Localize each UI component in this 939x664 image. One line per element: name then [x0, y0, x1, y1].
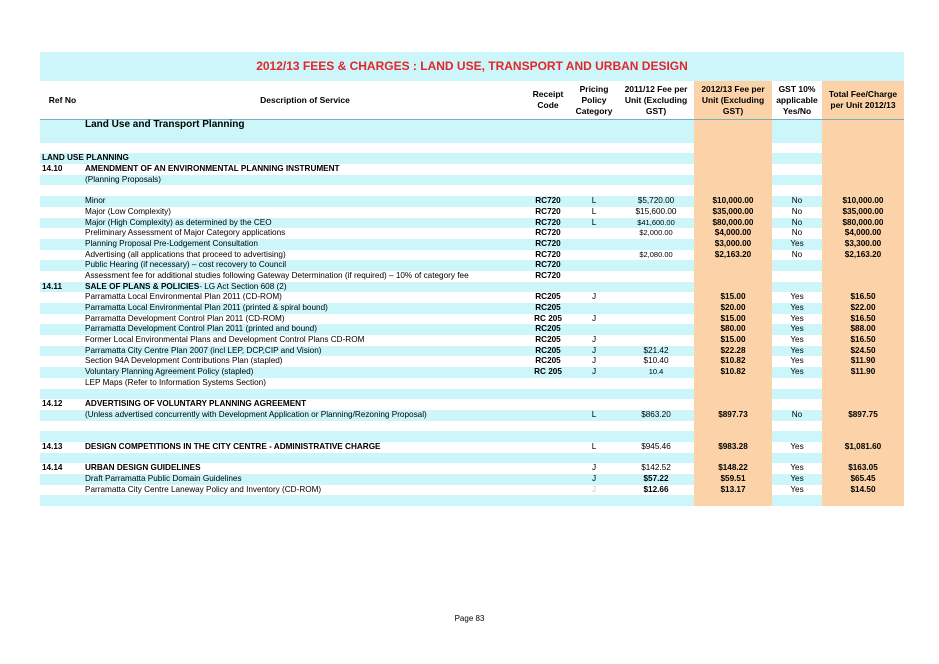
- table-row: [40, 218, 904, 229]
- table-row: [40, 120, 904, 132]
- fee-cell-bg: [694, 378, 772, 389]
- table-row: [40, 185, 904, 196]
- total-fee: $11.90: [850, 356, 876, 366]
- pricing-category: J: [591, 356, 597, 366]
- header-prev-fee: 2011/12 Fee per Unit (Excluding GST): [624, 83, 688, 116]
- table-row: [40, 153, 904, 164]
- service-description: Parramatta City Centre Laneway Policy and Inventory (CD-ROM): [85, 484, 322, 494]
- service-description: LEP Maps (Refer to Information Systems Section): [85, 377, 266, 387]
- gst-cell-bg: [772, 120, 822, 132]
- pricing-category: L: [591, 217, 597, 227]
- service-description: URBAN DESIGN GUIDELINES: [85, 463, 201, 473]
- gst-applicable: Yes: [790, 463, 804, 473]
- ref-no: 14.14: [42, 463, 63, 473]
- receipt-code: RC205: [535, 335, 561, 345]
- table-row: [40, 292, 904, 303]
- prev-fee: $945.46: [641, 441, 671, 451]
- receipt-code: RC205: [535, 324, 561, 334]
- fee-cell-bg: [694, 260, 772, 271]
- service-description: SALE OF PLANS & POLICIES- LG Act Section 608 (2): [85, 281, 287, 291]
- total-cell-bg: [822, 164, 904, 175]
- service-description: Parramatta Local Environmental Plan 2011 (CD-ROM): [85, 292, 282, 302]
- fee-2012-13: $148.22: [718, 463, 748, 473]
- fee-cell-bg: [694, 164, 772, 175]
- ref-no: 14.12: [42, 399, 63, 409]
- receipt-code: RC720: [535, 238, 561, 248]
- total-cell-bg: [822, 421, 904, 432]
- receipt-code: RC720: [535, 270, 561, 280]
- prev-fee: $5,720.00: [637, 196, 675, 206]
- total-fee: $4,000.00: [844, 228, 882, 238]
- table-row: [40, 164, 904, 175]
- receipt-code: RC720: [535, 228, 561, 238]
- table-row: [40, 239, 904, 250]
- gst-applicable: Yes: [790, 313, 804, 323]
- total-cell-bg: [822, 378, 904, 389]
- gst-cell-bg: [772, 431, 822, 442]
- receipt-code: RC720: [535, 206, 561, 216]
- table-row: [40, 421, 904, 432]
- gst-cell-bg: [772, 271, 822, 282]
- fee-2012-13: $10,000.00: [712, 196, 754, 206]
- total-fee: $80,000.00: [842, 217, 884, 227]
- total-fee: $1,081.60: [844, 441, 882, 451]
- receipt-code: RC 205: [534, 313, 562, 323]
- gst-applicable: Yes: [790, 367, 804, 377]
- gst-cell-bg: [772, 153, 822, 164]
- total-cell-bg: [822, 132, 904, 143]
- gst-applicable: Yes: [790, 474, 804, 483]
- gst-applicable: Yes: [790, 356, 804, 366]
- table-row: [40, 282, 904, 293]
- total-fee: $10,000.00: [842, 196, 884, 206]
- table-row: [40, 410, 904, 421]
- prev-fee: $863.20: [641, 409, 671, 419]
- table-row: [40, 260, 904, 271]
- ref-no: 14.10: [42, 164, 63, 174]
- header-receipt: Receipt Code: [532, 89, 564, 110]
- service-description: Major (Low Complexity): [85, 206, 171, 216]
- table-row: [40, 399, 904, 410]
- fee-cell-bg: [694, 495, 772, 506]
- service-description: Major (High Complexity) as determined by the CEO: [85, 217, 272, 227]
- header-total: Total Fee/Charge per Unit 2012/13: [822, 81, 904, 119]
- fee-2012-13: $10.82: [720, 356, 746, 366]
- gst-cell-bg: [772, 185, 822, 196]
- total-cell-bg: [822, 153, 904, 164]
- pricing-category: L: [591, 196, 597, 206]
- fee-cell-bg: [694, 185, 772, 196]
- table-row: [40, 132, 904, 143]
- service-description: Parramatta Development Control Plan 2011 (CD-ROM): [85, 313, 285, 323]
- receipt-code: RC205: [535, 356, 561, 366]
- table-row: [40, 367, 904, 378]
- table-row: [40, 346, 904, 357]
- total-fee: $35,000.00: [842, 206, 884, 216]
- prev-fee: $57.22: [643, 474, 669, 483]
- fee-2012-13: $80.00: [720, 324, 746, 334]
- total-fee: $16.50: [850, 292, 876, 302]
- page-number: Page 83: [454, 614, 485, 623]
- header-description: Description of Service: [260, 94, 350, 105]
- gst-cell-bg: [772, 495, 822, 506]
- gst-cell-bg: [772, 421, 822, 432]
- service-description: DESIGN COMPETITIONS IN THE CITY CENTRE - ADMINISTRATIVE CHARGE: [85, 441, 381, 451]
- gst-cell-bg: [772, 260, 822, 271]
- gst-applicable: Yes: [790, 238, 804, 248]
- pricing-category: J: [591, 345, 597, 355]
- table-header: [40, 81, 904, 120]
- prev-fee: $142.52: [641, 463, 671, 473]
- service-description: ADVERTISING OF VOLUNTARY PLANNING AGREEMENT: [85, 399, 307, 409]
- receipt-code: RC720: [535, 260, 561, 270]
- service-description: Former Local Environmental Plans and Development Control Plans CD-ROM: [85, 335, 365, 345]
- prev-fee: $10.40: [643, 356, 669, 366]
- total-cell-bg: [822, 120, 904, 132]
- total-fee: $2,163.20: [844, 249, 882, 259]
- fee-cell-bg: [694, 282, 772, 293]
- fee-2012-13: $13.17: [720, 484, 746, 494]
- total-fee: $88.00: [850, 324, 876, 334]
- fee-2012-13: $10.82: [720, 367, 746, 377]
- gst-applicable: Yes: [790, 335, 804, 345]
- table-row: [40, 271, 904, 282]
- pricing-category: J: [591, 292, 597, 302]
- service-description: Preliminary Assessment of Major Category applications: [85, 228, 286, 238]
- fee-2012-13: $983.28: [718, 441, 748, 451]
- pricing-category: J: [591, 463, 597, 473]
- gst-applicable: Yes: [790, 324, 804, 334]
- table-row: [40, 143, 904, 154]
- ref-no: 14.11: [42, 281, 63, 291]
- description-suffix: - LG Act Section 608 (2): [199, 281, 287, 291]
- service-description: Draft Parramatta Public Domain Guidelines: [85, 474, 242, 483]
- table-row: [40, 175, 904, 186]
- gst-applicable: Yes: [790, 484, 804, 494]
- fee-cell-bg: [694, 175, 772, 186]
- total-fee: $897.75: [848, 409, 878, 419]
- total-cell-bg: [822, 175, 904, 186]
- pricing-category: J: [591, 367, 597, 377]
- fee-2012-13: $4,000.00: [714, 228, 752, 238]
- pricing-category: J: [591, 474, 597, 483]
- total-cell-bg: [822, 453, 904, 464]
- table-row: [40, 442, 904, 453]
- gst-cell-bg: [772, 453, 822, 464]
- service-description: Assessment fee for additional studies following Gateway Determination (if required) – 10% of category fee: [85, 270, 469, 280]
- prev-fee: $2,080.00: [639, 249, 673, 259]
- receipt-code: RC720: [535, 196, 561, 206]
- header-ref: Ref No: [48, 94, 77, 105]
- total-fee: $14.50: [850, 484, 876, 494]
- receipt-code: RC720: [535, 217, 561, 227]
- service-description: Voluntary Planning Agreement Policy (stapled): [85, 367, 254, 377]
- fee-cell-bg: [694, 120, 772, 132]
- ref-no: LAND USE PLANNING: [42, 153, 129, 163]
- receipt-code: RC 205: [534, 367, 562, 377]
- fee-cell-bg: [694, 271, 772, 282]
- fee-2012-13: $20.00: [720, 303, 746, 312]
- total-fee: $163.05: [848, 463, 878, 473]
- gst-applicable: No: [791, 196, 803, 206]
- fee-2012-13: $35,000.00: [712, 206, 754, 216]
- pricing-category: L: [591, 409, 597, 419]
- service-description: Advertising (all applications that proceed to advertising): [85, 249, 286, 259]
- total-cell-bg: [822, 282, 904, 293]
- table-body: [40, 120, 904, 506]
- table-row: [40, 196, 904, 207]
- gst-applicable: Yes: [790, 303, 804, 312]
- pricing-category: J: [591, 313, 597, 323]
- total-cell-bg: [822, 495, 904, 506]
- total-cell-bg: [822, 143, 904, 154]
- gst-applicable: No: [791, 206, 803, 216]
- table-row: [40, 250, 904, 261]
- total-fee: $22.00: [850, 303, 876, 312]
- pricing-category: J: [591, 484, 597, 494]
- receipt-code: RC205: [535, 303, 561, 312]
- table-row: [40, 324, 904, 335]
- receipt-code: RC205: [535, 345, 561, 355]
- prev-fee: $21.42: [643, 345, 669, 355]
- total-fee: $11.90: [850, 367, 876, 377]
- gst-applicable: No: [791, 409, 803, 419]
- page-title: 2012/13 FEES & CHARGES : LAND USE, TRANSPORT AND URBAN DESIGN: [40, 52, 904, 81]
- fee-2012-13: $3,000.00: [714, 238, 752, 248]
- fee-2012-13: $59.51: [720, 474, 746, 483]
- fee-2012-13: $15.00: [720, 335, 746, 345]
- prev-fee: $41,600.00: [637, 217, 675, 227]
- service-description: Parramatta City Centre Plan 2007 (incl LEP, DCP,CIP and Vision): [85, 345, 322, 355]
- gst-cell-bg: [772, 143, 822, 154]
- total-cell-bg: [822, 271, 904, 282]
- gst-cell-bg: [772, 378, 822, 389]
- total-fee: $3,300.00: [844, 238, 882, 248]
- pricing-category: J: [591, 335, 597, 345]
- receipt-code: RC720: [535, 249, 561, 259]
- table-row: [40, 485, 904, 496]
- gst-cell-bg: [772, 175, 822, 186]
- total-cell-bg: [822, 260, 904, 271]
- service-description: AMENDMENT OF AN ENVIRONMENTAL PLANNING INSTRUMENT: [85, 164, 340, 174]
- gst-applicable: No: [791, 217, 803, 227]
- table-row: [40, 356, 904, 367]
- table-row: [40, 453, 904, 464]
- table-row: [40, 335, 904, 346]
- fee-2012-13: $80,000.00: [712, 217, 754, 227]
- header-pricing: Pricing Policy Category: [575, 83, 613, 116]
- fee-cell-bg: [694, 153, 772, 164]
- table-row: [40, 463, 904, 474]
- fees-table: [40, 52, 904, 506]
- service-description: Parramatta Local Environmental Plan 2011 (printed & spiral bound): [85, 303, 328, 312]
- table-row: [40, 495, 904, 506]
- total-cell-bg: [822, 389, 904, 400]
- table-row: [40, 228, 904, 239]
- pricing-category: L: [591, 441, 597, 451]
- gst-cell-bg: [772, 164, 822, 175]
- fee-2012-13: $22.28: [720, 345, 746, 355]
- service-description: Public Hearing (if necessary) – cost recovery to Council: [85, 260, 287, 270]
- service-description: Planning Proposal Pre-Lodgement Consultation: [85, 238, 258, 248]
- total-cell-bg: [822, 399, 904, 410]
- header-gst: GST 10% applicable Yes/No: [776, 83, 818, 116]
- fee-2012-13: $15.00: [720, 292, 746, 302]
- fee-2012-13: $15.00: [720, 313, 746, 323]
- prev-fee: $12.66: [643, 484, 669, 494]
- prev-fee: 10.4: [648, 367, 664, 377]
- total-fee: $24.50: [850, 345, 876, 355]
- header-fee: 2012/13 Fee per Unit (Excluding GST): [694, 81, 772, 119]
- total-fee: $16.50: [850, 313, 876, 323]
- fee-cell-bg: [694, 431, 772, 442]
- table-row: [40, 389, 904, 400]
- service-description: (Planning Proposals): [85, 174, 162, 184]
- gst-applicable: Yes: [790, 441, 804, 451]
- fee-cell-bg: [694, 389, 772, 400]
- table-row: [40, 378, 904, 389]
- pricing-category: L: [591, 206, 597, 216]
- service-description: (Unless advertised concurrently with Development Application or Planning/Rezoning Proposal): [85, 409, 427, 419]
- fee-2012-13: $897.73: [718, 409, 748, 419]
- gst-cell-bg: [772, 132, 822, 143]
- table-row: [40, 314, 904, 325]
- total-fee: $16.50: [850, 335, 876, 345]
- fee-cell-bg: [694, 453, 772, 464]
- receipt-code: RC205: [535, 292, 561, 302]
- total-fee: $65.45: [850, 474, 876, 483]
- fee-cell-bg: [694, 132, 772, 143]
- prev-fee: $2,000.00: [639, 228, 673, 238]
- table-row: [40, 431, 904, 442]
- total-cell-bg: [822, 431, 904, 442]
- gst-cell-bg: [772, 389, 822, 400]
- fee-cell-bg: [694, 399, 772, 410]
- service-description: Section 94A Development Contributions Plan (stapled): [85, 356, 283, 366]
- gst-applicable: No: [791, 249, 803, 259]
- service-description: Parramatta Development Control Plan 2011 (printed and bound): [85, 324, 317, 334]
- table-row: [40, 207, 904, 218]
- service-description: Minor: [85, 196, 106, 206]
- prev-fee: $15,600.00: [635, 206, 677, 216]
- table-row: [40, 303, 904, 314]
- gst-cell-bg: [772, 399, 822, 410]
- fee-2012-13: $2,163.20: [714, 249, 752, 259]
- gst-cell-bg: [772, 282, 822, 293]
- gst-applicable: No: [791, 228, 803, 238]
- total-cell-bg: [822, 185, 904, 196]
- fee-cell-bg: [694, 421, 772, 432]
- ref-no: 14.13: [42, 441, 63, 451]
- table-row: [40, 474, 904, 485]
- fee-cell-bg: [694, 143, 772, 154]
- gst-applicable: Yes: [790, 345, 804, 355]
- gst-applicable: Yes: [790, 292, 804, 302]
- service-description: Land Use and Transport Planning: [85, 119, 245, 130]
